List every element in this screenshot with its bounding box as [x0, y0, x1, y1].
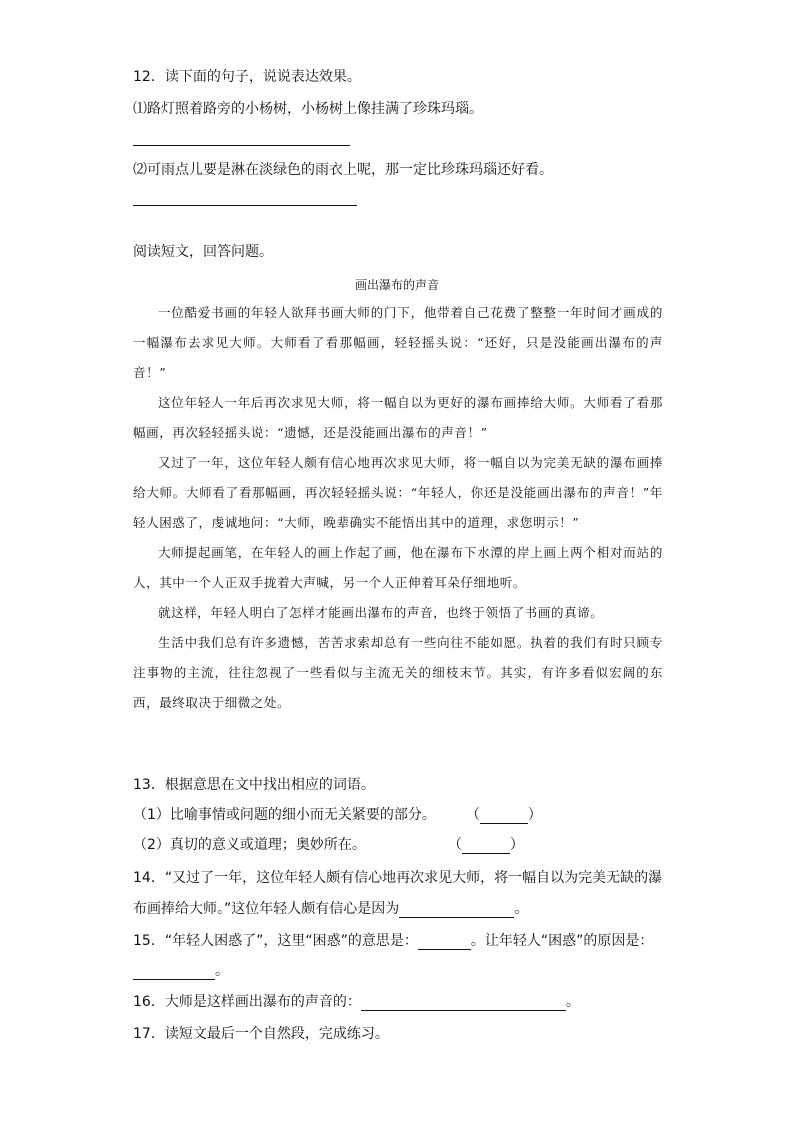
q13-item-1-text: （1）比喻事情或问题的细小而无关紧要的部分。: [133, 807, 436, 823]
paren-close: ）: [509, 837, 524, 853]
q13-answer-2[interactable]: [462, 836, 510, 854]
paren-open: （: [465, 807, 480, 823]
q15-line-2: [133, 962, 229, 980]
q14-answer-blank[interactable]: [399, 903, 514, 918]
q16-text: 16．大师是这样画出瀑布的声音的：: [133, 994, 361, 1010]
q12-answer-line-2[interactable]: [133, 205, 357, 206]
passage-paragraph: 生活中我们总有许多遗憾，苦苦求索却总有一些向往不能如愿。执着的我们有时只顾专注事物的主流，往往忽视了一些看似与主流无关的细枝末节。其实，有许多看似宏阔的东西，最终取决于细微之处。: [133, 635, 663, 710]
q15-part-2: 。让年轻人“困惑”的原因是：: [470, 933, 654, 949]
q15-reason-blank[interactable]: [133, 965, 215, 980]
q16-answer-blank[interactable]: [361, 996, 566, 1011]
q16-end: 。: [565, 994, 580, 1010]
reading-instruction: 阅读短文，回答问题。: [133, 244, 273, 260]
q15-line-1: [133, 932, 653, 950]
q13-item-2-text: （2）真切的意义或道理；奥妙所在。: [133, 837, 366, 853]
q13-stem: 13．根据意思在文中找出相应的词语。: [133, 777, 375, 793]
q13-item-2: [133, 836, 524, 854]
q15-part-1: 15．“年轻人困惑了”，这里“困惑”的意思是：: [133, 933, 418, 949]
q13-item-1: [133, 806, 542, 824]
q14-line-1: 14．“又过了一年，这位年轻人颇有信心地再次求见大师，将一幅自以为完美无缺的瀑: [133, 870, 663, 886]
q14-line-2: [133, 900, 528, 918]
paren-open: （: [447, 837, 462, 853]
q12-stem: 12．读下面的句子，说说表达效果。: [133, 69, 361, 85]
q14-line-2-text: 布画捧给大师。”这位年轻人颇有信心是因为: [133, 901, 400, 917]
passage-body: [133, 298, 663, 718]
q12-sentence-2: ⑵可雨点儿要是淋在淡绿色的雨衣上呢，那一定比珍珠玛瑙还好看。: [133, 162, 553, 178]
q13-answer-1[interactable]: [480, 806, 528, 824]
passage-paragraph: 一位酷爱书画的年轻人欲拜书画大师的门下，他带着自己花费了整整一年时间才画成的一幅瀑布去求见大师。大师看了看那幅画，轻轻摇头说：“还好，只是没能画出瀑布的声音！”: [133, 305, 663, 380]
passage-title: 画出瀑布的声音: [354, 278, 439, 292]
q14-end: 。: [514, 901, 529, 917]
paren-close: ）: [527, 807, 542, 823]
q15-meaning-blank[interactable]: [418, 935, 471, 950]
passage-paragraph: 大师提起画笔，在年轻人的画上作起了画，他在瀑布下水潭的岸上画上两个相对而站的人，其中一个人正双手拢着大声喊，另一个人正伸着耳朵仔细地听。: [133, 545, 663, 590]
passage-paragraph: 这位年轻人一年后再次求见大师，将一幅自以为更好的瀑布画捧给大师。大师看了看那幅画，再次轻轻摇头说：“遗憾，还是没能画出瀑布的声音！”: [133, 395, 663, 440]
q15-end: 。: [215, 963, 229, 979]
q12-sentence-1: ⑴路灯照着路旁的小杨树，小杨树上像挂满了珍珠玛瑙。: [133, 101, 483, 117]
passage-paragraph: 又过了一年，这位年轻人颇有信心地再次求见大师，将一幅自以为完美无缺的瀑布画捧给大师。大师看了看那幅画，再次轻轻摇头说：“年轻人，你还是没能画出瀑布的声音！”年轻人困惑了，虔诚地问：“大师，晚辈确实不能悟出其中的道理，求您明示！”: [133, 455, 663, 530]
passage-paragraph: 就这样，年轻人明白了怎样才能画出瀑布的声音，也终于领悟了书画的真谛。: [158, 605, 604, 620]
q17-stem: 17．读短文最后一个自然段，完成练习。: [133, 1026, 389, 1042]
q12-answer-line-1[interactable]: [133, 145, 350, 146]
q16-line: [133, 993, 580, 1011]
